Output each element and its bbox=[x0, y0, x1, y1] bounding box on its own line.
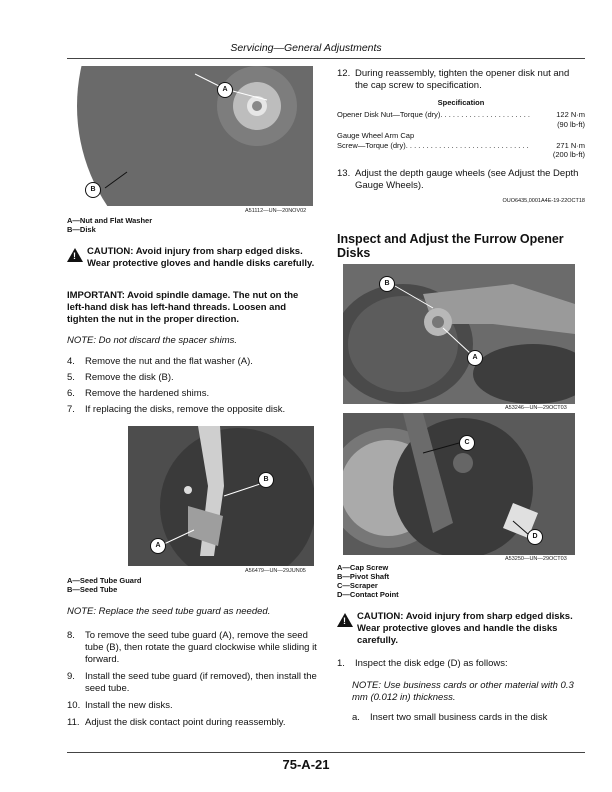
legend-item: A—Cap Screw bbox=[337, 563, 389, 572]
spec-row: Screw—Torque (dry). . . . . . . . . . . . . . . . . . . . . . . . . . . . . . 271 N·m bbox=[337, 140, 585, 150]
callout-d: D bbox=[527, 529, 543, 545]
warning-icon: ! bbox=[67, 248, 83, 262]
figure-code: A56479—UN—29JUN05 bbox=[245, 568, 306, 574]
caution-block bbox=[67, 246, 317, 270]
step-12 bbox=[337, 68, 585, 92]
caution-text: CAUTION: Avoid injury from sharp edged disks. Wear protective gloves and handle the disks carefully. bbox=[357, 611, 573, 646]
callout-a: A bbox=[217, 82, 233, 98]
step-1 bbox=[337, 658, 585, 670]
figure-opener-disks bbox=[343, 264, 575, 404]
list-item: 6. Remove the hardened shims. bbox=[67, 388, 210, 399]
callout-a: A bbox=[467, 350, 483, 366]
figure-legend bbox=[337, 563, 399, 599]
section-heading: Inspect and Adjust the Furrow Opener Disks bbox=[337, 232, 564, 260]
steps-list bbox=[67, 630, 317, 729]
list-item: 4. Remove the nut and the flat washer (A). bbox=[67, 356, 253, 367]
page-number: 75-A-21 bbox=[282, 757, 330, 772]
step-13 bbox=[337, 168, 585, 192]
legend-item: D—Contact Point bbox=[337, 590, 399, 599]
legend-item: A—Seed Tube Guard bbox=[67, 576, 142, 585]
header-rule bbox=[67, 58, 585, 59]
footer-rule bbox=[67, 752, 585, 753]
callout-c: C bbox=[459, 435, 475, 451]
list-item: 7. If replacing the disks, remove the opposite disk. bbox=[67, 404, 286, 415]
legend-item: C—Scraper bbox=[337, 581, 378, 590]
figure-code: A53246—UN—29OCT03 bbox=[505, 405, 567, 411]
spec-alt: (200 lb-ft) bbox=[552, 150, 585, 159]
reference-code: OUO6435,0001A4E-19-22OCT18 bbox=[502, 198, 585, 204]
page-header: Servicing—General Adjustments bbox=[230, 42, 382, 54]
list-item: 13. Adjust the depth gauge wheels (see Adjust the Depth Gauge Wheels). bbox=[337, 168, 579, 191]
note-text: NOTE: Replace the seed tube guard as needed. bbox=[67, 606, 271, 617]
spec-row: Opener Disk Nut—Torque (dry). . . . . . . . . . . . . . . . . . . . . . 122 N·m bbox=[337, 110, 585, 119]
spec-title: Specification bbox=[437, 98, 485, 107]
opener-illustration bbox=[343, 264, 575, 404]
callout-b: B bbox=[85, 182, 101, 198]
spec-table bbox=[337, 110, 585, 160]
caution-text: CAUTION: Avoid injury from sharp edged disks. Wear protective gloves and handle disks carefully. bbox=[87, 246, 315, 269]
legend-item: B—Pivot Shaft bbox=[337, 572, 390, 581]
figure-legend bbox=[67, 216, 152, 234]
caution-block bbox=[337, 611, 585, 647]
spec-alt: (90 lb-ft) bbox=[557, 119, 585, 129]
disk-illustration bbox=[67, 66, 313, 206]
list-item: 5. Remove the disk (B). bbox=[67, 372, 174, 383]
step-a bbox=[352, 712, 584, 724]
note-text: NOTE: Do not discard the spacer shims. bbox=[67, 335, 238, 346]
list-item: 9. Install the seed tube guard (if removed), then install the seed tube. bbox=[67, 671, 317, 694]
legend-item: B—Seed Tube bbox=[67, 585, 118, 594]
callout-b: B bbox=[379, 276, 395, 292]
list-item: 8. To remove the seed tube guard (A), remove the seed tube (B), then rotate the guard clockwise while sliding it forward. bbox=[67, 630, 317, 665]
list-item: 12. During reassembly, tighten the opener disk nut and the cap screw to specification. bbox=[337, 68, 570, 91]
list-item: 11. Adjust the disk contact point during reassembly. bbox=[67, 717, 286, 728]
spec-label: Gauge Wheel Arm Cap bbox=[337, 131, 415, 140]
legend-item: A—Nut and Flat Washer bbox=[67, 216, 153, 225]
list-item: a. Insert two small business cards in the disk bbox=[352, 712, 548, 723]
steps-list bbox=[67, 356, 317, 416]
callout-b: B bbox=[258, 472, 274, 488]
important-text: IMPORTANT: Avoid spindle damage. The nut on the left-hand disk has left-hand threads. Loosen and tighten the nut in the proper direction. bbox=[67, 290, 299, 325]
warning-icon: ! bbox=[337, 613, 353, 627]
figure-legend bbox=[67, 576, 141, 594]
figure-disk-nut bbox=[67, 66, 313, 206]
legend-item: B—Disk bbox=[67, 225, 96, 234]
list-item: 10. Install the new disks. bbox=[67, 700, 173, 711]
note-text: NOTE: Use business cards or other material with 0.3 mm (0.012 in) thickness. bbox=[352, 680, 574, 703]
figure-code: A53250—UN—29OCT03 bbox=[505, 556, 567, 562]
list-item: 1. Inspect the disk edge (D) as follows: bbox=[337, 658, 508, 669]
callout-a: A bbox=[150, 538, 166, 554]
figure-seed-tube bbox=[128, 426, 314, 566]
figure-scraper bbox=[343, 413, 575, 555]
figure-code: A51112—UN—20NOV02 bbox=[245, 208, 307, 214]
